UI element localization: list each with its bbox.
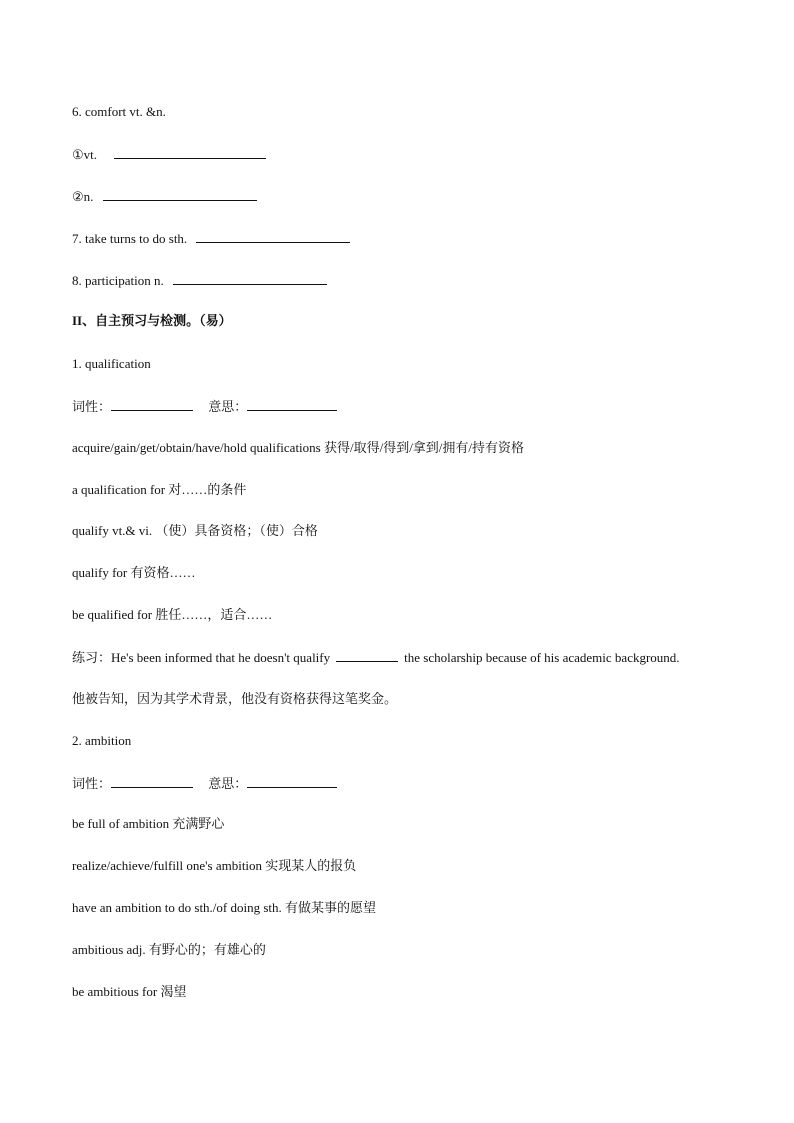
phrase-text: be qualified for 胜任……，适合…… xyxy=(72,607,273,622)
item-text: 7. take turns to do sth. xyxy=(72,231,188,246)
pos-label: 词性： xyxy=(72,400,112,415)
phrase-line xyxy=(72,942,266,958)
pos-meaning-row xyxy=(72,398,337,416)
pos-blank[interactable] xyxy=(111,398,193,411)
answer-blank[interactable] xyxy=(173,272,327,285)
exercise-blank[interactable] xyxy=(336,649,398,662)
word-title-qualification xyxy=(72,356,151,372)
phrase-line xyxy=(72,482,246,498)
section-heading xyxy=(72,313,232,329)
phrase-text: a qualification for 对……的条件 xyxy=(72,482,247,497)
phrase-text: be ambitious for 渴望 xyxy=(72,984,187,999)
phrase-line xyxy=(72,900,376,916)
item-text: 6. comfort vt. &n. xyxy=(72,104,166,119)
phrase-text: qualify for 有资格…… xyxy=(72,565,196,580)
phrase-text: be full of ambition 充满野心 xyxy=(72,816,225,831)
meaning-blank[interactable] xyxy=(247,398,337,411)
phrase-text: have an ambition to do sth./of doing sth. 有做某事的愿望 xyxy=(72,900,377,915)
word-title-text: 2. ambition xyxy=(72,733,132,748)
phrase-text: ambitious adj. 有野心的；有雄心的 xyxy=(72,942,266,957)
answer-blank[interactable] xyxy=(114,146,266,159)
item-take-turns xyxy=(72,230,350,247)
exercise-suffix: the scholarship because of his academic background. xyxy=(404,650,680,665)
phrase-line xyxy=(72,523,318,539)
meaning-label: 意思： xyxy=(208,400,248,415)
phrase-line xyxy=(72,440,524,456)
exercise-prefix: 练习：He's been informed that he doesn't qualify xyxy=(72,650,331,665)
pos-label: 词性： xyxy=(72,777,112,792)
phrase-text: qualify vt.& vi. （使）具备资格；（使）合格 xyxy=(72,523,318,538)
word-title-ambition xyxy=(72,733,131,749)
meaning-blank[interactable] xyxy=(247,775,337,788)
phrase-text: realize/achieve/fulfill one's ambition 实现某人的报负 xyxy=(72,858,357,873)
exercise-translation xyxy=(72,691,397,708)
item-comfort-n xyxy=(72,188,257,205)
translation-text: 他被告知，因为其学术背景，他没有资格获得这笔奖金。 xyxy=(72,692,398,707)
exercise-line xyxy=(72,649,680,666)
answer-blank[interactable] xyxy=(196,230,350,243)
phrase-line xyxy=(72,984,186,1000)
item-text: ②n. xyxy=(72,189,94,204)
item-participation xyxy=(72,272,327,289)
pos-meaning-row xyxy=(72,775,337,793)
phrase-line xyxy=(72,565,195,581)
item-comfort-title xyxy=(72,104,166,120)
phrase-line xyxy=(72,858,356,874)
phrase-text: acquire/gain/get/obtain/have/hold qualifications 获得/取得/得到/拿到/拥有/持有资格 xyxy=(72,440,525,455)
word-title-text: 1. qualification xyxy=(72,356,151,371)
item-comfort-vt xyxy=(72,146,266,163)
phrase-line xyxy=(72,816,224,832)
item-text: 8. participation n. xyxy=(72,273,164,288)
phrase-line xyxy=(72,607,272,623)
answer-blank[interactable] xyxy=(103,188,257,201)
meaning-label: 意思： xyxy=(208,777,248,792)
item-text: ①vt. xyxy=(72,147,98,162)
pos-blank[interactable] xyxy=(111,775,193,788)
section-heading-text: II、自主预习与检测。（易） xyxy=(72,313,232,328)
